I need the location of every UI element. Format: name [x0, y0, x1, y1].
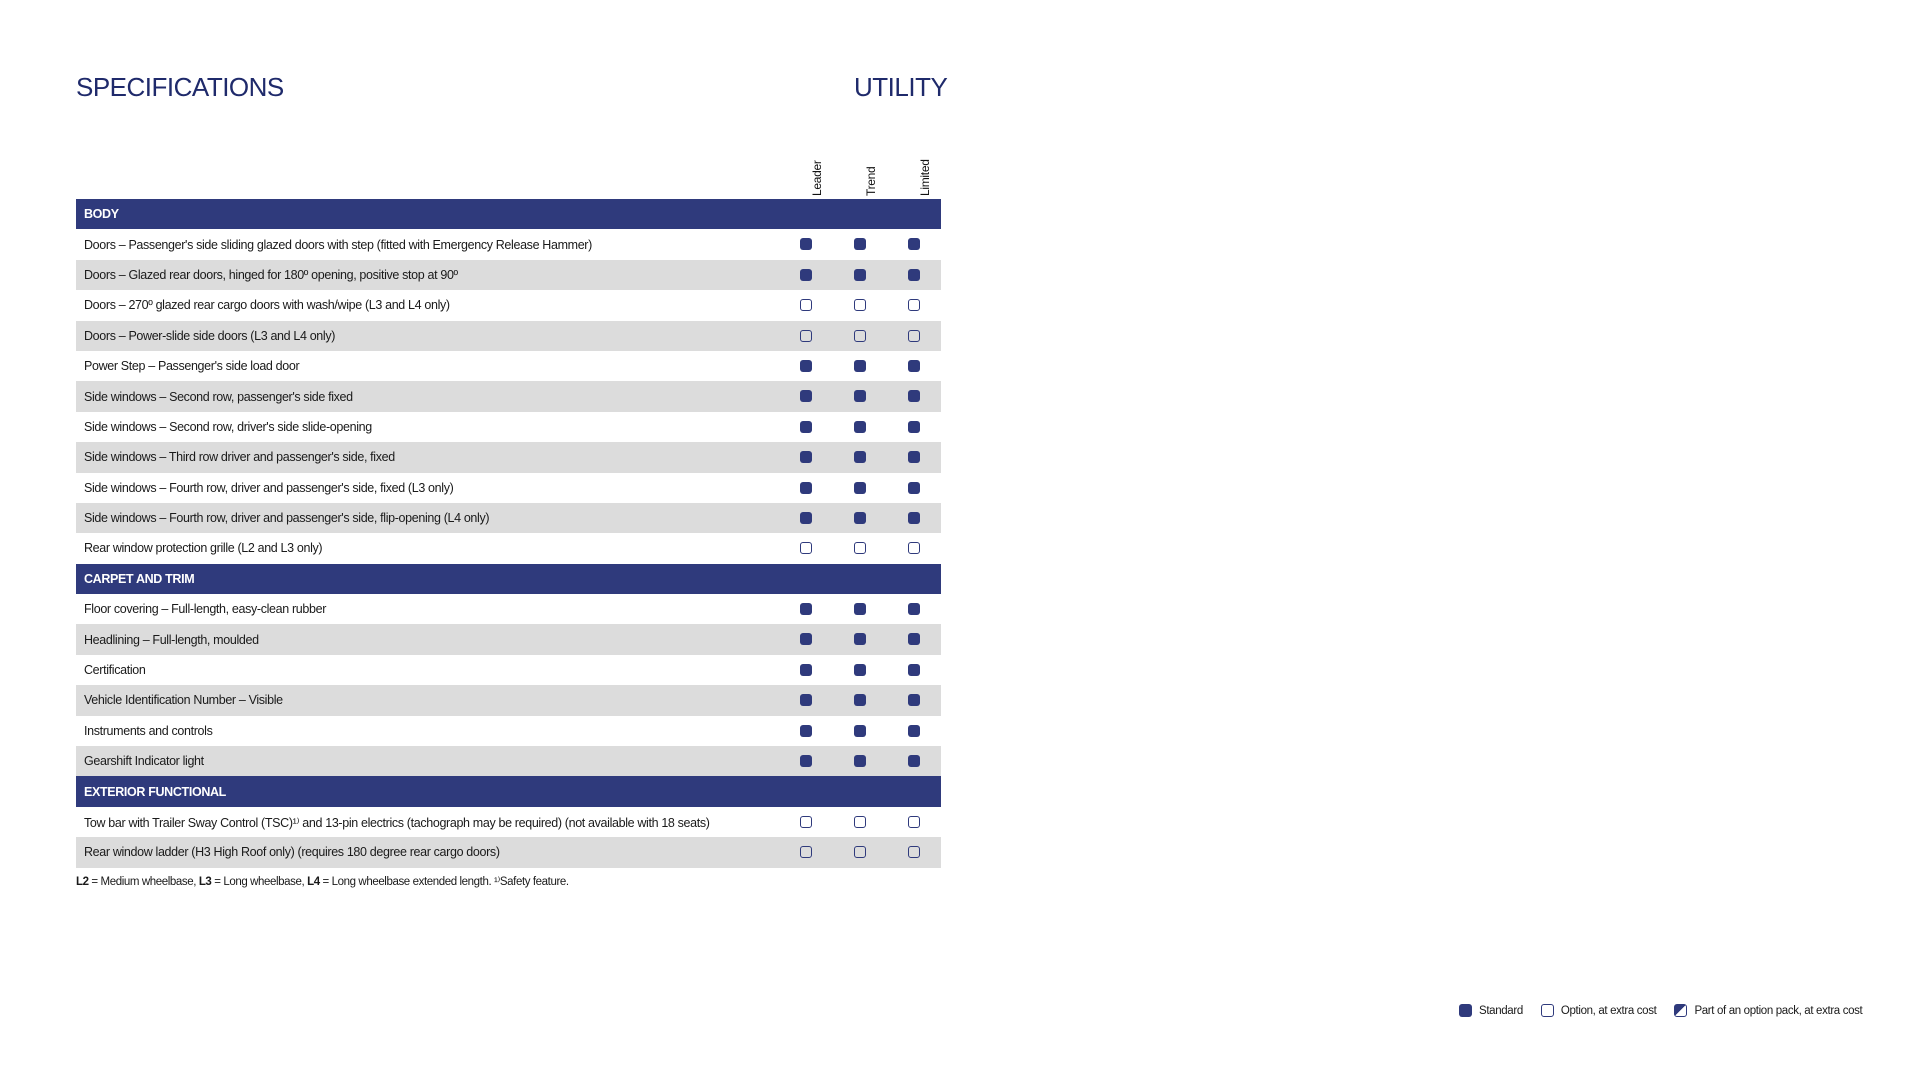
standard-icon [908, 421, 920, 433]
page-title: SPECIFICATIONS [76, 72, 284, 102]
standard-icon [908, 603, 920, 615]
feature-label: Power Step – Passenger's side load door [84, 359, 300, 374]
standard-icon [854, 725, 866, 737]
standard-icon [908, 451, 920, 463]
standard-icon [854, 269, 866, 281]
feature-label: Side windows – Second row, driver's side slide-opening [84, 419, 372, 434]
standard-icon [800, 512, 812, 524]
table-row [76, 594, 941, 624]
standard-icon [854, 238, 866, 250]
table-row [76, 685, 941, 715]
standard-icon [800, 390, 812, 402]
standard-icon [800, 755, 812, 767]
option-icon [800, 542, 812, 554]
option-icon [1541, 1004, 1554, 1017]
standard-icon [800, 725, 812, 737]
standard-icon [908, 390, 920, 402]
table-row [76, 290, 941, 320]
feature-label: Headlining – Full-length, moulded [84, 632, 259, 647]
feature-label: Instruments and controls [84, 723, 213, 738]
option-icon [800, 846, 812, 858]
standard-icon [800, 360, 812, 372]
standard-icon [800, 603, 812, 615]
standard-icon [800, 269, 812, 281]
legend-label: Standard [1479, 1004, 1523, 1017]
option-icon [908, 816, 920, 828]
option-icon [800, 299, 812, 311]
category-title: UTILITY [854, 72, 948, 102]
column-header-trend [854, 150, 878, 196]
footnote-l3: L3 [198, 876, 212, 888]
footnote-text: = Long wheelbase, [211, 876, 308, 888]
standard-icon [800, 421, 812, 433]
standard-icon [854, 421, 866, 433]
column-label: Leader [810, 160, 824, 196]
standard-icon [908, 238, 920, 250]
standard-icon [854, 603, 866, 615]
table-row [76, 655, 941, 685]
option-icon [854, 299, 866, 311]
feature-label: Certification [84, 663, 146, 678]
option-icon [908, 846, 920, 858]
table-row [76, 229, 941, 259]
option-icon [908, 542, 920, 554]
option-icon [800, 816, 812, 828]
standard-icon [908, 755, 920, 767]
table-row [76, 716, 941, 746]
standard-icon [908, 512, 920, 524]
standard-icon [800, 694, 812, 706]
feature-label: Doors – Glazed rear doors, hinged for 180º opening, positive stop at 90º [84, 267, 458, 282]
standard-icon [800, 633, 812, 645]
option-icon [854, 330, 866, 342]
table-row [76, 321, 941, 351]
footnote [76, 874, 569, 888]
standard-icon [854, 755, 866, 767]
column-label: Limited [918, 159, 932, 196]
column-label: Trend [864, 166, 878, 196]
option-icon [800, 330, 812, 342]
standard-icon [854, 512, 866, 524]
footnote-text: = Medium wheelbase, [88, 876, 199, 888]
feature-label: Side windows – Third row driver and passenger's side, fixed [84, 450, 395, 465]
standard-icon [854, 664, 866, 676]
table-row [76, 260, 941, 290]
standard-icon [908, 664, 920, 676]
section-title: BODY [84, 207, 119, 222]
standard-icon [854, 482, 866, 494]
feature-label: Doors – 270º glazed rear cargo doors with wash/wipe (L3 and L4 only) [84, 298, 450, 313]
section-header [76, 199, 941, 229]
section-title: EXTERIOR FUNCTIONAL [84, 784, 226, 799]
standard-icon [854, 390, 866, 402]
standard-icon [908, 482, 920, 494]
table-row [76, 351, 941, 381]
legend-label: Option, at extra cost [1560, 1004, 1657, 1017]
table-row [76, 746, 941, 776]
option-icon [854, 542, 866, 554]
feature-label: Side windows – Fourth row, driver and passenger's side, flip-opening (L4 only) [84, 511, 490, 526]
column-header-limited [908, 150, 932, 196]
legend [1459, 1004, 1880, 1017]
table-row [76, 442, 941, 472]
standard-icon [908, 269, 920, 281]
option-icon [908, 299, 920, 311]
option-pack-icon [1674, 1004, 1687, 1017]
standard-icon [908, 633, 920, 645]
standard-icon [908, 725, 920, 737]
legend-option [1541, 1004, 1657, 1017]
feature-label: Rear window protection grille (L2 and L3 only) [84, 541, 323, 556]
feature-label: Side windows – Second row, passenger's side fixed [84, 389, 353, 404]
standard-icon [800, 451, 812, 463]
standard-icon [908, 694, 920, 706]
feature-label: Vehicle Identification Number – Visible [84, 693, 283, 708]
standard-icon [854, 451, 866, 463]
feature-label: Gearshift Indicator light [84, 754, 204, 769]
option-icon [854, 816, 866, 828]
section-header [76, 776, 941, 806]
section-header [76, 564, 941, 594]
standard-icon [1459, 1004, 1472, 1017]
table-row [76, 533, 941, 563]
feature-label: Rear window ladder (H3 High Roof only) (requires 180 degree rear cargo doors) [84, 845, 500, 860]
footnote-l4: L4 [307, 876, 320, 888]
feature-label: Floor covering – Full-length, easy-clean rubber [84, 602, 327, 617]
standard-icon [854, 694, 866, 706]
footnote-text: = Long wheelbase extended length. ¹⁾Safety feature. [319, 876, 569, 888]
table-row [76, 807, 941, 837]
standard-icon [854, 360, 866, 372]
feature-label: Doors – Passenger's side sliding glazed doors with step (fitted with Emergency Release Hammer) [84, 237, 592, 252]
table-row [76, 837, 941, 867]
footnote-l2: L2 [76, 876, 89, 888]
spec-table [76, 199, 941, 868]
legend-label: Part of an option pack, at extra cost [1694, 1004, 1863, 1017]
table-row [76, 412, 941, 442]
table-row [76, 503, 941, 533]
feature-label: Tow bar with Trailer Sway Control (TSC)¹⁾ and 13-pin electrics (tachograph may be required) (not available with 18 seats) [84, 815, 710, 830]
standard-icon [800, 238, 812, 250]
standard-icon [800, 482, 812, 494]
table-row [76, 381, 941, 411]
option-icon [854, 846, 866, 858]
standard-icon [800, 664, 812, 676]
legend-standard [1459, 1004, 1523, 1017]
section-title: CARPET AND TRIM [84, 571, 195, 586]
table-row [76, 473, 941, 503]
feature-label: Doors – Power-slide side doors (L3 and L4 only) [84, 328, 336, 343]
legend-pack [1674, 1004, 1862, 1017]
feature-label: Side windows – Fourth row, driver and passenger's side, fixed (L3 only) [84, 480, 454, 495]
column-header-leader [800, 150, 824, 196]
table-row [76, 624, 941, 654]
standard-icon [908, 360, 920, 372]
standard-icon [854, 633, 866, 645]
option-icon [908, 330, 920, 342]
